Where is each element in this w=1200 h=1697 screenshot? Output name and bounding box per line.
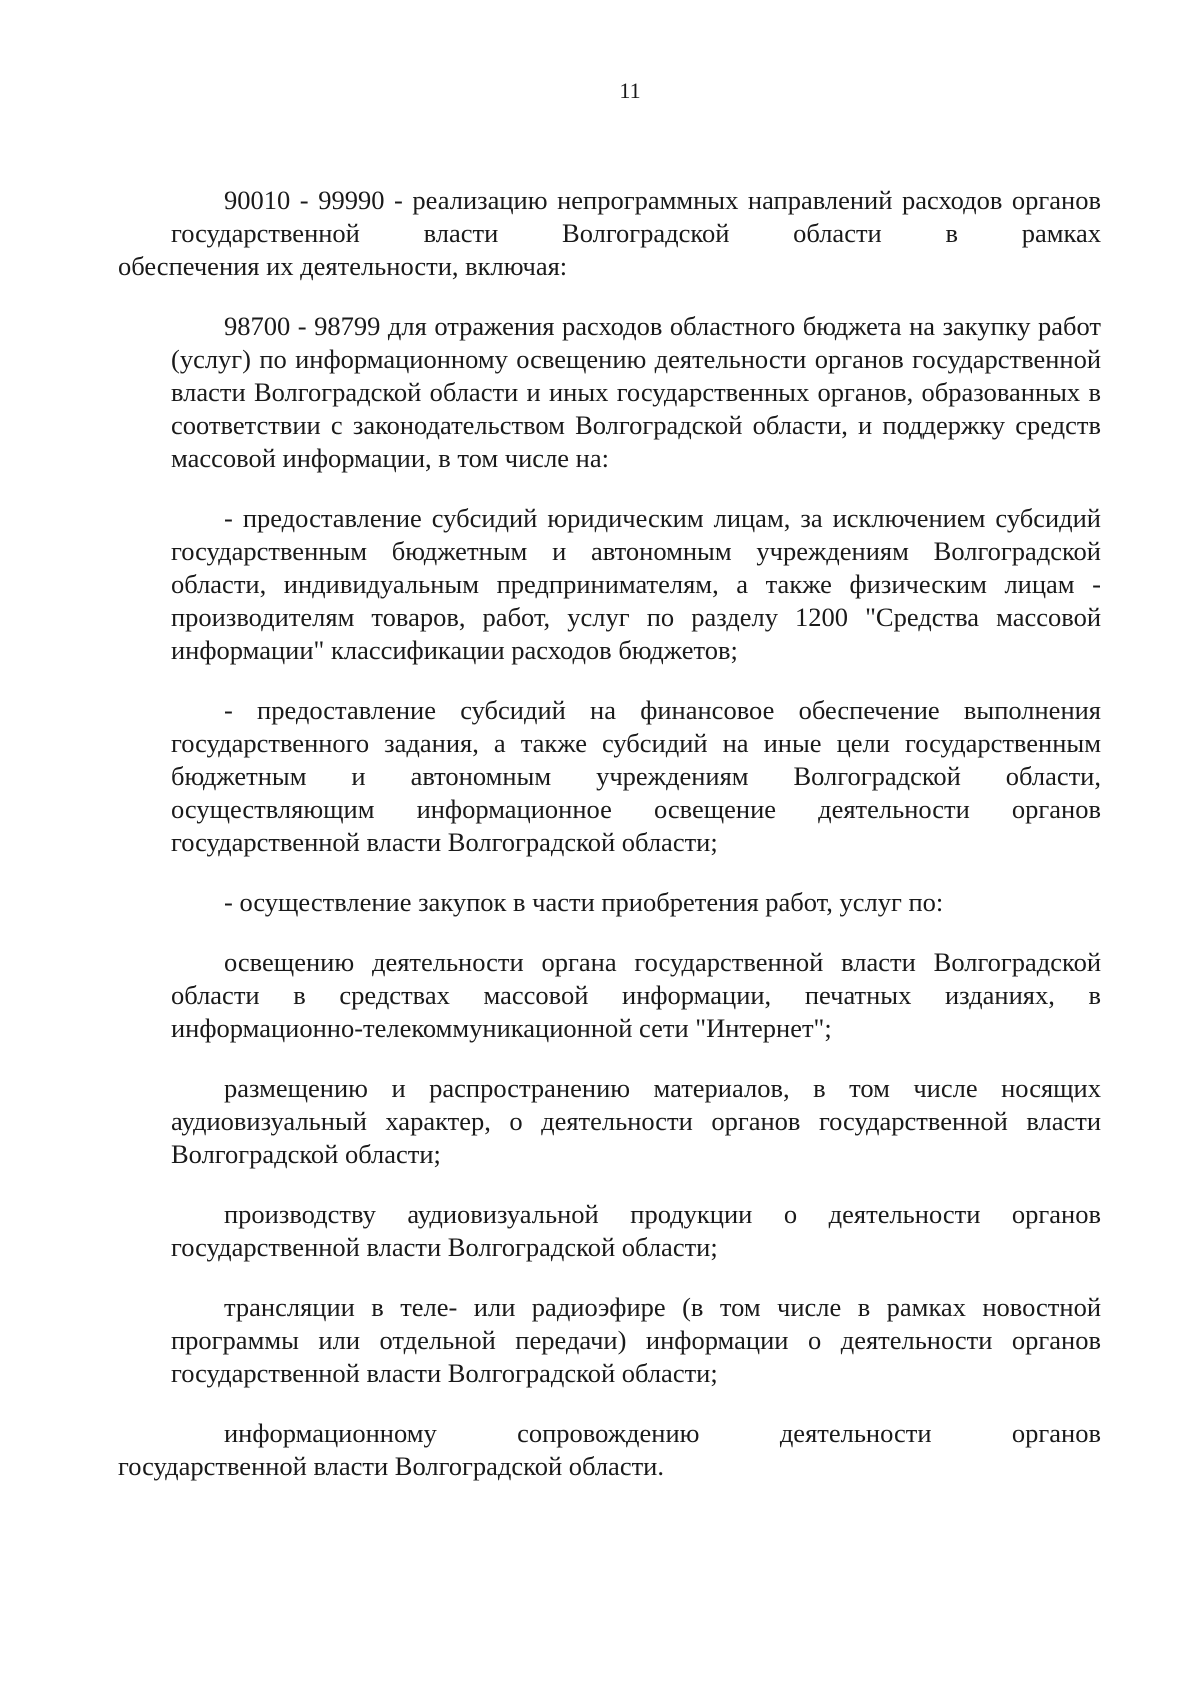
paragraph-materials-distribution: размещению и распространению материалов, в том числе носящих аудиовизуальный характер, о деятельности органов государственной власти Волгоградской области; <box>171 1073 1101 1169</box>
page-number: 11 <box>619 78 641 103</box>
paragraph-broadcasting: трансляции в теле- или радиоэфире (в том числе в рамках новостной программы или отдельной передачи) информации о деятельности органов государственной власти Волгоградской области; <box>171 1292 1101 1388</box>
paragraph-continuation: обеспечения их деятельности, включая: <box>118 251 568 281</box>
paragraph-continuation: государственной власти Волгоградской области. <box>118 1451 664 1481</box>
paragraph-98700-98799: 98700 - 98799 для отражения расходов областного бюджета на закупку работ (услуг) по информационному освещению деятельности органов государственной власти Волгоградской области и иных государственных органов, образованных в соответствии с законодательством Волгоградской области, и поддержку средств массовой информации, в том числе на: <box>171 311 1101 473</box>
document-body <box>118 184 1101 1510</box>
paragraph-audiovisual-production: производству аудиовизуальной продукции о деятельности органов государственной власти Волгоградской области; <box>171 1199 1101 1262</box>
paragraph-information-support <box>118 1417 1101 1483</box>
paragraph-subsidies-state-task: - предоставление субсидий на финансовое обеспечение выполнения государственного задания, а также субсидий на иные цели государственным бюджетным и автономным учреждениям Волгоградской области, осуществляющим информационное освещение деятельности органов государственной власти Волгоградской области; <box>171 695 1101 857</box>
paragraph-procurement: - осуществление закупок в части приобретения работ, услуг по: <box>224 887 944 917</box>
paragraph-media-coverage: освещению деятельности органа государственной власти Волгоградской области в средствах массовой информации, печатных изданиях, в информационно-телекоммуникационной сети "Интернет"; <box>171 947 1101 1043</box>
paragraph-first-line: информационному сопровождению деятельности органов <box>224 1418 1101 1448</box>
paragraph-first-line: 90010 - 99990 - реализацию непрограммных направлений расходов органов государственной власти Волгоградской области в рамках <box>171 185 1101 248</box>
paragraph-subsidies-legal-entities: - предоставление субсидий юридическим лицам, за исключением субсидий государственным бюджетным и автономным учреждениям Волгоградской области, индивидуальным предпринимателям, а также физическим лицам - производителям товаров, работ, услуг по разделу 1200 "Средства массовой информации" классификации расходов бюджетов; <box>171 503 1101 665</box>
paragraph-nonprogram-expenses <box>118 184 1101 283</box>
